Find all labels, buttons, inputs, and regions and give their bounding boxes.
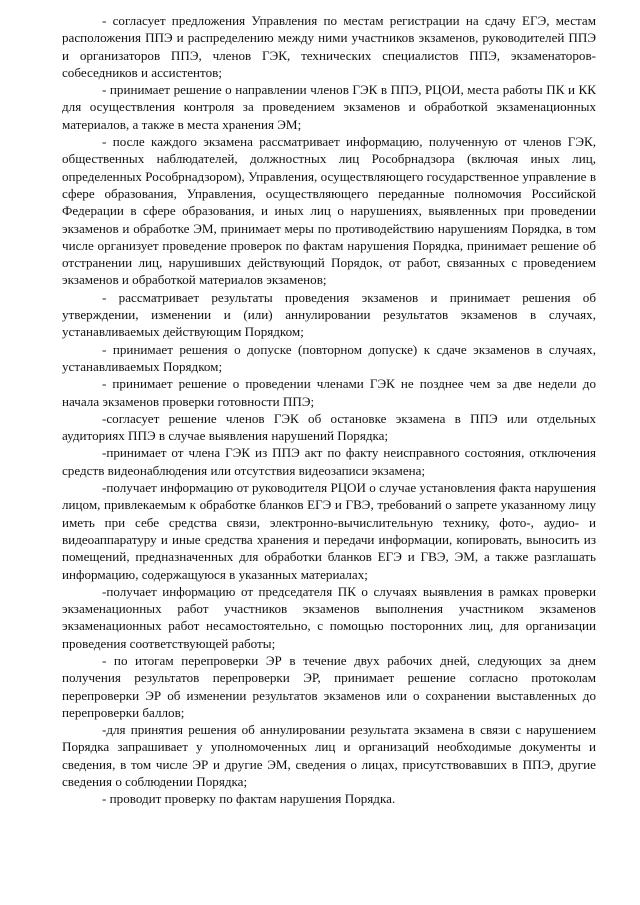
paragraph-agree-proposals: - согласует предложения Управления по местам регистрации на сдачу ЕГЭ, местам расположения ППЭ и распределению между ними участников экзаменов, руководителей ППЭ и организаторов ППЭ, членов ГЭК, технических специалистов ППЭ, экзаменаторов-собеседников и ассистентов; <box>62 13 596 80</box>
paragraph-video-act: -принимает от члена ГЭК из ППЭ акт по факту неисправного состояния, отключения средств видеонаблюдения или отсутствия видеозаписи экзамена; <box>62 445 596 478</box>
paragraph-admission-decisions: - принимает решения о допуске (повторном допуске) к сдаче экзаменов в случаях, устанавливаемых Порядком; <box>62 341 596 374</box>
paragraph-rcoi-info: -получает информацию от руководителя РЦОИ о случае установления факта нарушения лицом, привлекаемым к обработке бланков ЕГЭ и ГВЭ, требований о запрете указанному лицу иметь при себе средства связи, электронно-вычислительную технику, фото-, аудио- и видеоаппаратуру и иные средства хранения и передачи информации, копировать, выносить из помещений, предназначенных для обработки бланков ЕГЭ и ГВЭ, ЭМ, а также разглашать информацию, содержащуюся в указанных материалах; <box>62 480 596 582</box>
paragraph-direct-gek-members: - принимает решение о направлении членов ГЭК в ППЭ, РЦОИ, места работы ПК и КК для осуществления контроля за проведением экзаменов и обработкой экзаменационных материалов, а также в места хранения ЭМ; <box>62 82 596 132</box>
paragraph-pk-info: -получает информацию от председателя ПК о случаях выявления в рамках проверки экзаменационных работ участников экзаменов выполнения участником экзаменов экзаменационных работ несамостоятельно, с помощью посторонних лиц, для организации проведения соответствующей работы; <box>62 583 596 651</box>
document-page <box>62 12 596 808</box>
paragraph-review-violations: - после каждого экзамена рассматривает информацию, полученную от членов ГЭК, общественных наблюдателей, должностных лиц Рособрнадзора (включая иных лиц, определенных Рособрнадзором), Управления, осуществляющего государственное управление в сфере образования, Управления, осуществляющего переданные полномочия Российской Федерации в сфере образования, и иных лиц о нарушениях, выявленных при проведении экзаменов и обработке ЭМ, принимает меры по противодействию нарушениям Порядка, в том числе организует проведение проверок по фактам нарушения Порядка, принимает решение об отстранении лиц, нарушивших действующий Порядок, от работ, связанных с проведением экзаменов и обработкой материалов экзаменов; <box>62 134 596 288</box>
paragraph-review-results: - рассматривает результаты проведения экзаменов и принимает решения об утверждении, изменении и (или) аннулировании результатов экзаменов в случаях, устанавливаемых действующим Порядком; <box>62 289 596 340</box>
paragraph-readiness-check: - принимает решение о проведении членами ГЭК не позднее чем за две недели до начала экзаменов проверки готовности ППЭ; <box>62 376 596 409</box>
paragraph-exam-stop: -согласует решение членов ГЭК об остановке экзамена в ППЭ или отдельных аудиториях ППЭ в случае выявления нарушений Порядка; <box>62 410 596 444</box>
paragraph-conduct-check: - проводит проверку по фактам нарушения Порядка. <box>102 791 396 807</box>
paragraph-annulment-request: -для принятия решения об аннулировании результата экзамена в связи с нарушением Порядка запрашивает у уполномоченных лиц и организаций необходимые документы и сведения, в том числе ЭР и другие ЭМ, сведения о лицах, присутствовавших в ППЭ, другие сведения о соблюдении Порядка; <box>62 722 596 790</box>
paragraph-recheck-results: - по итогам перепроверки ЭР в течение двух рабочих дней, следующих за днем получения результатов перепроверки ЭР, принимает решение согласно протоколам перепроверки ЭР об изменении результатов экзаменов или о сохранении выставленных до перепроверки баллов; <box>62 652 596 720</box>
